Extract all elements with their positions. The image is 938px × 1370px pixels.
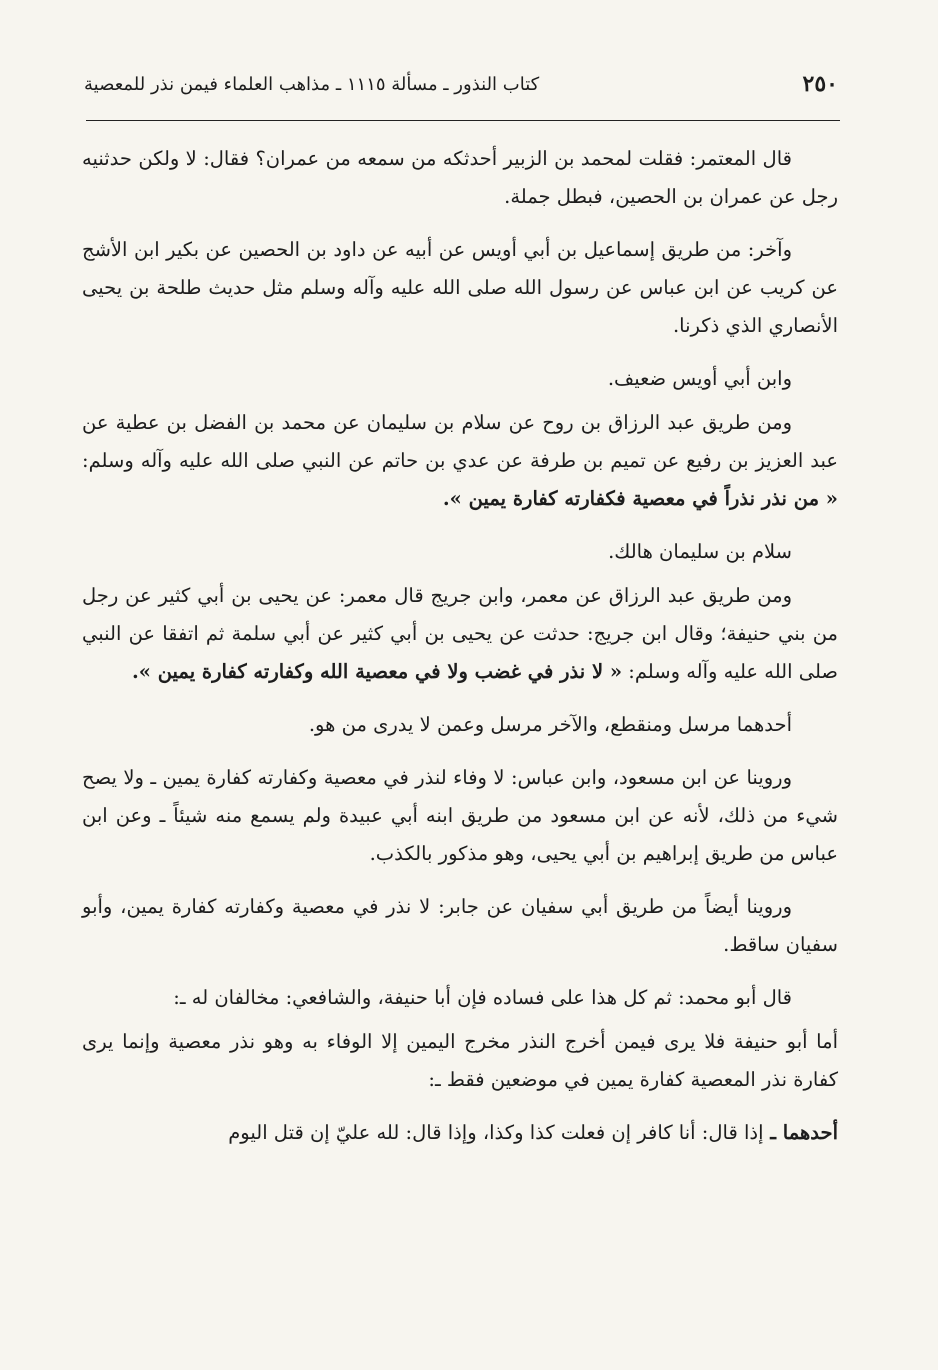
paragraph-4 bbox=[82, 404, 838, 518]
paragraph-10-text: ثم كل هذا على فساده فإن أبا حنيفة، والشافعي: مخالفان له ـ: bbox=[173, 986, 672, 1009]
paragraph-9: وروينا أيضاً من طريق أبي سفيان عن جابر: لا نذر في معصية وكفارته كفارة يمين، وأبو سفيان ساقط. bbox=[82, 895, 838, 956]
paragraph-6 bbox=[82, 577, 838, 691]
paragraph-5: سلام بن سليمان هالك. bbox=[608, 540, 792, 563]
paragraph-7: أحدهما مرسل ومنقطع، والآخر مرسل وعمن لا يدرى من هو. bbox=[308, 713, 792, 736]
paragraph-10-lead: قال أبو محمد: bbox=[671, 986, 792, 1009]
paragraph-10 bbox=[82, 979, 838, 1017]
paragraph-3: وابن أبي أويس ضعيف. bbox=[607, 367, 792, 390]
paragraph-11: أما أبو حنيفة فلا يرى فيمن أخرج النذر مخرج اليمين إلا الوفاء به وهو نذر معصية وإنما يرى كفارة نذر المعصية كفارة يمين في موضعين فقط ـ: bbox=[82, 1030, 838, 1091]
paragraph-4-text: ومن طريق عبد الرزاق بن روح عن سلام بن سليمان عن محمد بن الفضل بن عطية عن عبد العزيز بن رفيع عن تميم بن طرفة عن عدي بن حاتم عن النبي صلى الله عليه وآله وسلم: bbox=[82, 411, 838, 472]
header-title: كتاب النذور ـ مسألة ١١١٥ ـ مذاهب العلماء فيمن نذر للمعصية bbox=[84, 73, 540, 95]
hadith-quote-1: « من نذر نذراً في معصية فكفارته كفارة يمين ». bbox=[442, 487, 838, 510]
body-text bbox=[82, 140, 838, 1167]
paragraph-12-lead: أحدهما ـ bbox=[763, 1121, 838, 1144]
paragraph-2: وآخر: من طريق إسماعيل بن أبي أويس عن أبيه عن داود بن الحصين عن بكير ابن الأشج عن كريب عن ابن عباس عن رسول الله صلى الله عليه وآله وسلم مثل حديث طلحة بن يحيى الأنصاري الذي ذكرنا. bbox=[82, 238, 838, 337]
hadith-quote-2: « لا نذر في غضب ولا في معصية الله وكفارته كفارة يمين ». bbox=[131, 660, 623, 683]
header-divider bbox=[86, 120, 840, 121]
running-header bbox=[84, 64, 842, 104]
paragraph-1: قال المعتمر: فقلت لمحمد بن الزبير أحدثكه من سمعه من عمران؟ فقال: لا ولكن حدثنيه رجل عن عمران بن الحصين، فبطل جملة. bbox=[82, 147, 838, 208]
paragraph-12-text: إذا قال: أنا كافر إن فعلت كذا وكذا، وإذا قال: لله عليّ إن قتل اليوم bbox=[228, 1121, 764, 1144]
page-number: ٢٥٠ bbox=[802, 71, 838, 97]
paragraph-8: وروينا عن ابن مسعود، وابن عباس: لا وفاء لنذر في معصية وكفارته كفارة يمين ـ ولا يصح شيء من ذلك، لأنه عن ابن مسعود من طريق ابنه أبي عبيدة ولم يسمع منه شيئاً ـ وعن ابن عباس من طريق إبراهيم بن أبي يحيى، وهو مذكور بالكذب. bbox=[82, 766, 838, 865]
paragraph-12 bbox=[82, 1114, 838, 1152]
paragraph-6-text: ومن طريق عبد الرزاق عن معمر، وابن جريج قال معمر: عن يحيى بن أبي كثير عن رجل من بني حنيفة؛ وقال ابن جريج: حدثت عن يحيى بن أبي كثير عن أبي سلمة ثم اتفقا عن النبي صلى الله عليه وآله وسلم: bbox=[82, 584, 838, 683]
